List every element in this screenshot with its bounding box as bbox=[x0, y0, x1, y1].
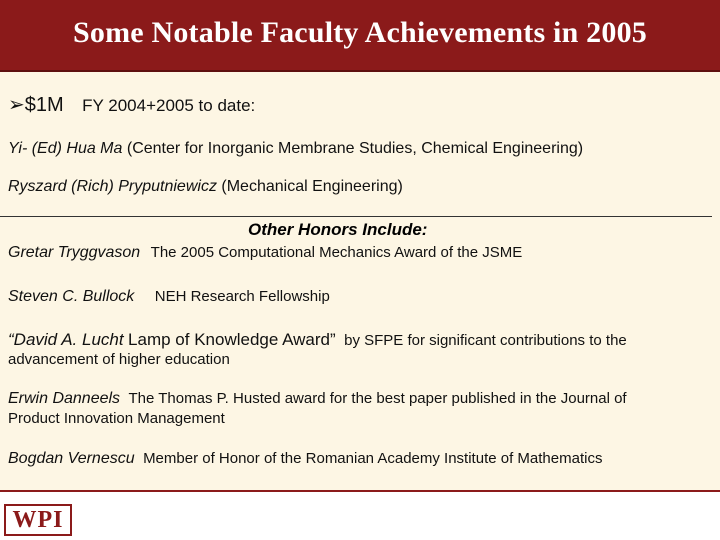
honor-item-tryggvason bbox=[8, 244, 522, 262]
slide-title: Some Notable Faculty Achievements in 2005 bbox=[73, 16, 647, 49]
wpi-logo bbox=[4, 504, 72, 536]
footer-divider bbox=[0, 490, 720, 492]
honoree-name: Bogdan Vernescu bbox=[8, 450, 135, 467]
honoree-name: “David A. Lucht bbox=[8, 330, 124, 349]
honor-description: The Thomas P. Husted award for the best paper published in the Journal of bbox=[128, 390, 627, 407]
person-name: Ryszard (Rich) Pryputniewicz bbox=[8, 178, 217, 195]
honor-description: NEH Research Fellowship bbox=[154, 288, 330, 305]
honor-item-bullock bbox=[8, 288, 330, 306]
funding-amount: $1M bbox=[24, 94, 64, 116]
footer bbox=[0, 490, 720, 540]
honor-description: Member of Honor of the Romanian Academy Institute of Mathematics bbox=[143, 450, 603, 467]
funding-person-pryputniewicz bbox=[8, 178, 403, 196]
funding-period: FY 2004+2005 to date: bbox=[82, 96, 256, 115]
honor-item-lucht bbox=[8, 330, 627, 350]
honor-description: The 2005 Computational Mechanics Award of the JSME bbox=[150, 244, 523, 261]
honor-item-danneels-cont: Product Innovation Management bbox=[8, 410, 225, 427]
funding-person-ma bbox=[8, 140, 583, 158]
honor-item-danneels bbox=[8, 390, 627, 408]
person-affiliation: (Mechanical Engineering) bbox=[221, 178, 403, 195]
honoree-name: Steven C. Bullock bbox=[8, 288, 135, 305]
funding-line bbox=[8, 92, 255, 117]
award-name: Lamp of Knowledge Award” bbox=[128, 330, 336, 349]
honoree-name: Gretar Tryggvason bbox=[8, 244, 141, 261]
honor-description: by SFPE for significant contributions to the bbox=[344, 332, 627, 349]
person-name: Yi- (Ed) Hua Ma bbox=[8, 140, 123, 157]
arrow-bullet-icon: ➢ bbox=[8, 94, 25, 116]
person-affiliation: (Center for Inorganic Membrane Studies, Chemical Engineering) bbox=[126, 140, 584, 157]
honoree-name: Erwin Danneels bbox=[8, 390, 121, 407]
honors-heading: Other Honors Include: bbox=[248, 220, 428, 239]
wpi-logo-text: WPI bbox=[12, 506, 64, 533]
title-bar bbox=[0, 0, 720, 72]
honor-item-vernescu bbox=[8, 450, 602, 468]
section-divider bbox=[0, 216, 712, 217]
honor-item-lucht-cont: advancement of higher education bbox=[8, 351, 230, 368]
slide-content bbox=[0, 72, 720, 490]
